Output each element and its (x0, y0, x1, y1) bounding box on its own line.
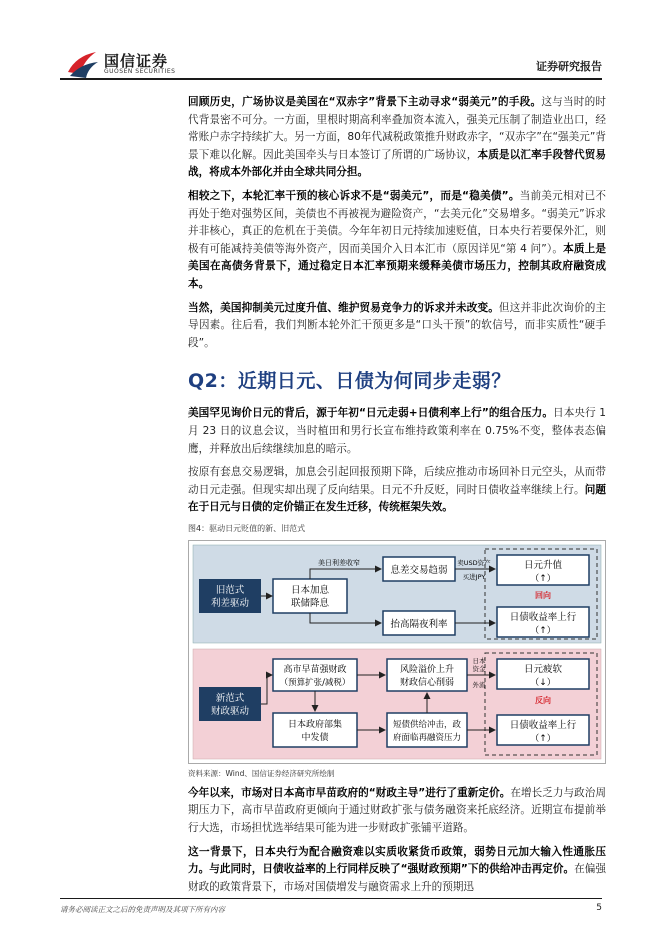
new-jgb-yield-arrow: （↑） (530, 733, 556, 744)
risk-premium-l1: 风险溢价上升 (399, 664, 455, 675)
new-reverse-label: 反向 (535, 695, 551, 705)
figure-caption: 图4：驱动日元贬值的新、旧范式 (188, 523, 306, 533)
boj-hike-l1: 日本加息 (290, 584, 330, 596)
outflow-l2: 资金 (472, 664, 486, 673)
footer-divider (60, 898, 602, 899)
header-divider (60, 78, 602, 80)
takaichi-fiscal-l2: （预算扩张/减税） (279, 677, 351, 688)
report-type-label: 证券研究报告 (536, 60, 602, 73)
spread-narrowing-label: 美日利差收窄 (318, 558, 360, 567)
short-bond-shock-l2: 府面临再融资压力 (392, 732, 462, 743)
paragraph-carry-trade-logic: 按原有套息交易逻辑，加息会引起回报预期下降，后续应推动市场回补日元空头，从而带动日元走强。但现实却出现了反向结果。日元不升反贬，同时日债收益率继续上行。问题在于日元与日债的定价锚正在发生迁移，传统框架失效。 (188, 466, 607, 514)
old-jgb-yield-arrow: （↑） (530, 625, 556, 636)
page-header (0, 0, 662, 88)
yen-weakness: 日元疲软 (523, 663, 563, 675)
section-title-q2: Q2：近期日元、日债为何同步走弱？ (188, 370, 511, 393)
old-jgb-yield-rise: 日债收益率上行 (509, 611, 577, 623)
page-number: 5 (596, 903, 602, 913)
risk-premium-l2: 财政信心削弱 (399, 677, 455, 688)
short-bond-shock-l1: 短债供给冲击，政 (392, 719, 462, 730)
paragraph-stabilize-treasuries: 相较之下，本轮汇率干预的核心诉求不是“弱美元”，而是“稳美债”。当前美元相对已不再处于绝对强势区间，美债也不再被视为避险资产，“去美元化”交易增多。“弱美元”诉求并非核心，真正的危机在于美债。今年年初日元持续加速贬值，日本央行若要保外汇，则极有可能减持美债等海外资产，因而美国介入日本汇市（原因详见“第 4 问”）。本质上是美国在高债务背景下，通过稳定日本汇率预期来缓释美债市场压力，控制其政府融资成本。 (188, 189, 606, 290)
paradigm-diagram (188, 540, 606, 764)
old-paradigm-label-l2: 利差驱动 (210, 597, 250, 609)
logo-text: 国信证券 (104, 52, 169, 70)
raise-overnight-rate: 抬高隔夜利率 (390, 618, 448, 630)
gov-issuance-l1: 日本政府部集 (287, 719, 343, 730)
paragraph-rate-check-background: 美国罕见询价日元的背后，源于年初“日元走弱+日债利率上行”的组合压力。日本央行 1 月 23 日的议息会议，当时植田和男行长宣布维持政策利率在 0.75%不变，整体表态偏鹰，并释放出后续继续加息的暗示。 (188, 407, 606, 455)
new-paradigm-label-l1: 新范式 (215, 692, 245, 704)
paragraph-trade-competitiveness: 当然，美国抑制美元过度升值、维护贸易竞争力的诉求并未改变。但这并非此次询价的主导因素。往后看，我们判断本轮外汇干预更多是“口头干预”的软信号，而非实质性“硬手段”。 (188, 301, 607, 349)
sell-usd-l2: 买进JPY (462, 572, 486, 581)
yen-appreciation-arrow: （↑） (530, 573, 556, 584)
gov-issuance-l2: 中发债 (301, 732, 329, 743)
boj-hike-l2: 联储降息 (290, 597, 330, 609)
yen-appreciation: 日元升值 (523, 559, 563, 571)
old-reverse-label: 回向 (535, 590, 551, 600)
main-content (188, 94, 606, 902)
new-paradigm-label-l2: 财政驱动 (210, 705, 250, 717)
sell-usd-l1: 卖USD资产 (457, 558, 491, 567)
takaichi-fiscal-l1: 高市早苗强财政 (283, 664, 347, 675)
yen-weakness-arrow: （↓） (530, 677, 556, 688)
paragraph-plaza-accord: 回顾历史，广场协议是美国在“双赤字”背景下主动寻求“弱美元”的手段。这与当时的时代背景密不可分。一方面，里根时期高利率叠加资本流入，强美元压制了制造业出口，经常账户赤字持续扩大。另一方面，80年代减税政策推升财政赤字，“双赤字”在“强美元”背景下难以化解。因此美国牵头与日本签订了所谓的广场协议，本质是以汇率手段替代贸易战，将成本外部化并由全球共同分担。 (188, 96, 607, 179)
paragraph-boj-constraint: 这一背景下，日本央行为配合融资难以实质收紧货币政策，弱势日元加大输入性通胀压力。与此同时，日债收益率的上行同样反映了“强财政预期”下的供给冲击再定价。在偏强财政的政策背景下，市场对国债增发与融资需求上升的预期迅 (188, 845, 606, 893)
outflow-l3: 外流 (472, 680, 486, 689)
paradigm-diagram-svg (189, 541, 605, 763)
logo-subtitle: GUOSEN SECURITIES (104, 68, 176, 75)
guosen-logo-icon (66, 46, 100, 80)
carry-trade-weakens: 息差交易趋弱 (390, 564, 448, 576)
footer-disclaimer: 请务必阅读正文之后的免责声明及其项下所有内容 (60, 905, 225, 914)
old-paradigm-label-l1: 旧范式 (215, 584, 245, 596)
new-jgb-yield-rise: 日债收益率上行 (509, 719, 577, 731)
figure-source: 资料来源：Wind、国信证券经济研究所绘制 (188, 768, 335, 778)
outflow-l1: 日本 (472, 656, 486, 665)
paragraph-fiscal-repricing: 今年以来，市场对日本高市早苗政府的“财政主导”进行了重新定价。在增长乏力与政治周期压力下，高市早苗政府更倾向于通过财政扩张与债务融资来托底经济。近期宣布提前举行大选，市场担忧选举结果可能为进一步财政扩张铺平道路。 (188, 786, 606, 835)
